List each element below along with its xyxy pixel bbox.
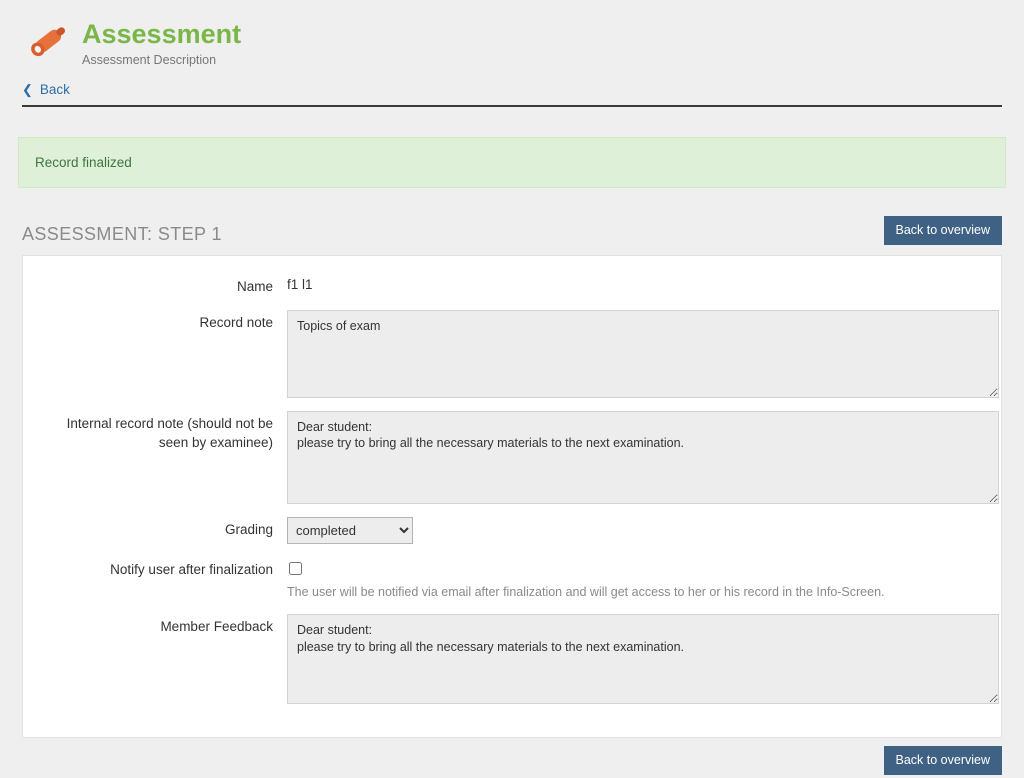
- back-to-overview-button-bottom[interactable]: Back to overview: [884, 746, 1002, 775]
- status-alert-message: Record finalized: [35, 155, 132, 170]
- internal-record-note-label: Internal record note (should not be seen by examinee): [66, 415, 273, 451]
- title-block: [82, 14, 241, 67]
- form-row-internal-record-note: [37, 411, 987, 504]
- page-subtitle: Assessment Description: [82, 53, 217, 68]
- form-row-grading: [37, 517, 987, 544]
- scroll-icon: [22, 16, 74, 68]
- record-note-textarea[interactable]: [287, 310, 999, 398]
- record-note-label: Record note: [199, 314, 273, 330]
- form-row-record-note: [37, 310, 987, 398]
- back-link-label: Back: [39, 82, 70, 97]
- name-value: f1 l1: [287, 277, 313, 292]
- member-feedback-textarea[interactable]: [287, 614, 999, 704]
- section-title: ASSESSMENT: STEP 1: [22, 224, 222, 244]
- back-link[interactable]: [22, 82, 70, 97]
- notify-user-label: Notify user after finalization: [110, 561, 273, 577]
- panel-footer: [22, 746, 1002, 775]
- status-alert: [18, 137, 1006, 188]
- member-feedback-label: Member Feedback: [160, 619, 273, 635]
- form-row-member-feedback: [37, 614, 987, 704]
- page-title: Assessment: [82, 19, 242, 49]
- name-label: Name: [236, 279, 273, 294]
- page-header: [0, 0, 1024, 72]
- internal-record-note-textarea[interactable]: [287, 411, 999, 504]
- grading-label: Grading: [224, 521, 273, 537]
- notify-user-help-text: The user will be notified via email after finalization and will get access to her or his record in the Info-Screen.: [287, 584, 885, 599]
- back-to-overview-button-top[interactable]: Back to overview: [884, 216, 1002, 245]
- form-row-name: [37, 274, 987, 297]
- grading-select[interactable]: [287, 517, 413, 544]
- section-header: [22, 216, 1002, 245]
- form-row-notify-user: [37, 557, 987, 602]
- notify-user-checkbox[interactable]: [289, 562, 302, 575]
- assessment-form-panel: [22, 255, 1002, 738]
- chevron-left-icon: ❮: [22, 82, 33, 97]
- back-bar: [22, 82, 1002, 107]
